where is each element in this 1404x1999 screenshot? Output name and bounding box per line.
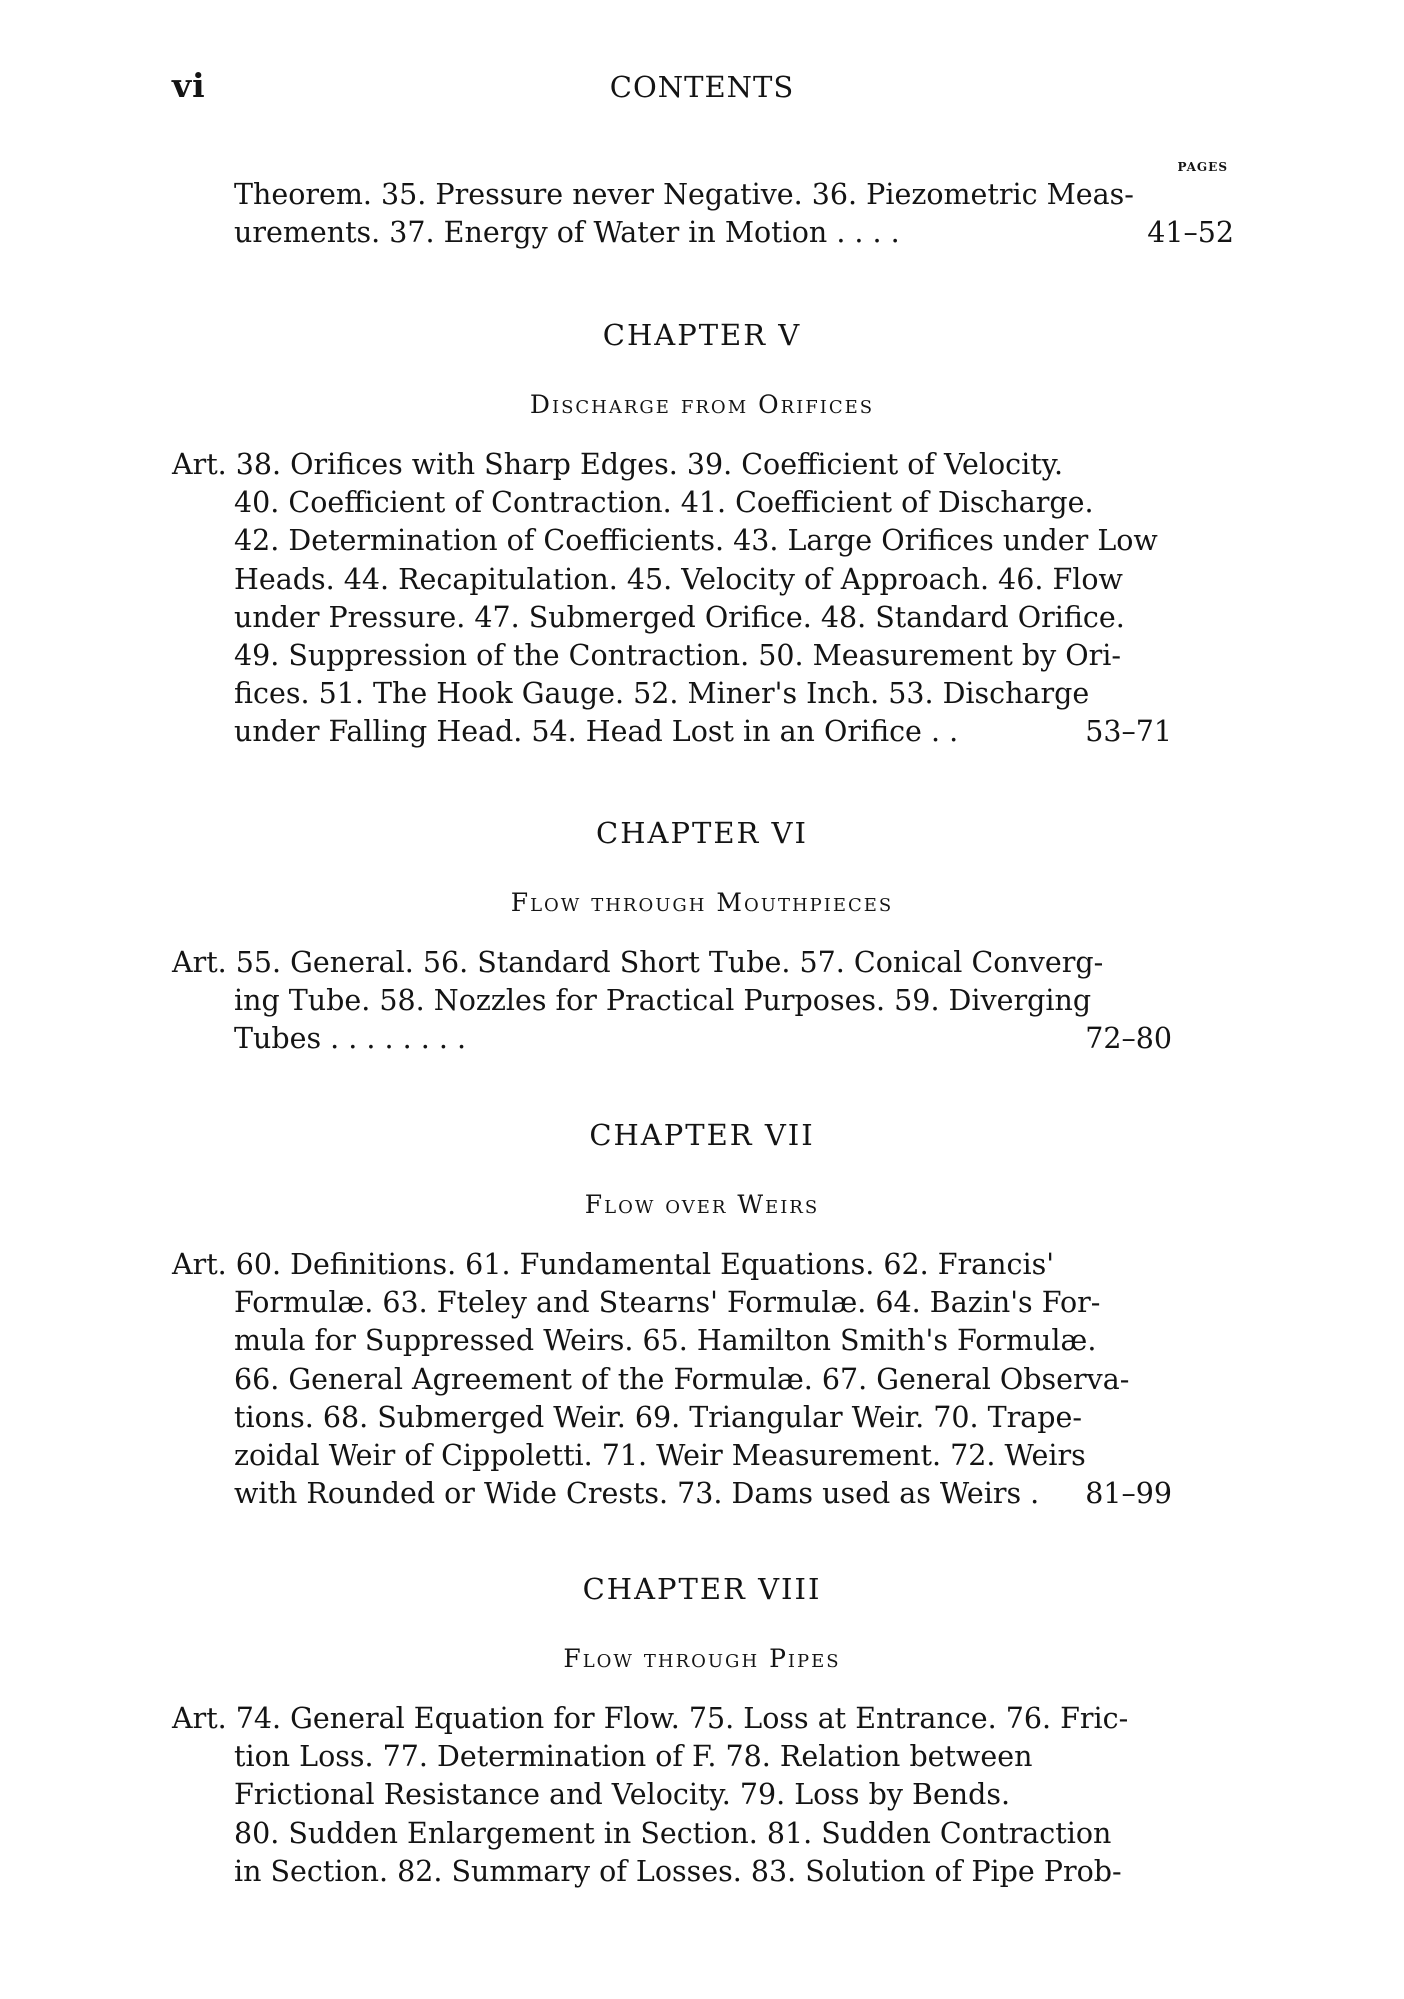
toc-line-text: zoidal Weir of Cippoletti. 71. Weir Measurement. 72. Weirs — [234, 1438, 1086, 1472]
toc-line — [172, 1399, 1172, 1437]
toc-line — [172, 1700, 1172, 1738]
toc-line — [172, 522, 1172, 560]
toc-line-text: under Pressure. 47. Submerged Orifice. 48. Standard Orifice. — [234, 600, 1125, 634]
toc-line — [172, 1361, 1172, 1399]
toc-line-text: 42. Determination of Coefficients. 43. Large Orifices under Low — [234, 524, 1158, 558]
toc-line-text: 66. General Agreement of the Formulæ. 67. General Observa- — [234, 1362, 1130, 1396]
toc-line-text: 49. Suppression of the Contraction. 50. Measurement by Ori- — [234, 638, 1122, 672]
toc-line — [172, 1853, 1172, 1891]
toc-line — [172, 675, 1172, 713]
chapter-heading: CHAPTER VI — [596, 816, 808, 850]
chapter-subtitle: Flow through Pipes — [563, 1644, 841, 1673]
page-number: vi — [172, 66, 206, 105]
toc-line — [172, 1284, 1172, 1322]
toc-line-text: Heads. 44. Recapitulation. 45. Velocity of Approach. 46. Flow — [234, 562, 1123, 596]
toc-line — [172, 637, 1172, 675]
toc-line-text: 40. Coefficient of Contraction. 41. Coefficient of Discharge. — [234, 486, 1094, 520]
chapter-subtitle: Discharge from Orifices — [529, 390, 875, 419]
toc-line-text: tion Loss. 77. Determination of F. 78. Relation between — [234, 1740, 1033, 1774]
page-title: CONTENTS — [609, 70, 795, 104]
toc-line-text: Art. 55. General. 56. Standard Short Tube. 57. Conical Converg- — [172, 946, 1104, 979]
chapter-subtitle: Flow through Mouthpieces — [510, 888, 894, 917]
toc-line — [172, 1437, 1172, 1475]
page-range: 41–52 — [1147, 216, 1234, 250]
toc-line — [172, 446, 1172, 484]
toc-line-text: with Rounded or Wide Crests. 73. Dams used as Weirs . — [234, 1477, 1040, 1511]
toc-line-text: Art. 60. Definitions. 61. Fundamental Equations. 62. Francis' — [172, 1248, 1055, 1281]
toc-line-text: urements. 37. Energy of Water in Motion . . . . — [234, 216, 900, 250]
chapter-subtitle: Flow over Weirs — [584, 1190, 820, 1219]
page-range: 53–71 — [1085, 715, 1172, 749]
toc-line-text: Theorem. 35. Pressure never Negative. 36. Piezometric Meas- — [234, 178, 1134, 211]
toc-line — [234, 214, 1234, 252]
toc-line — [234, 176, 1234, 214]
chapter-entry — [172, 446, 1172, 752]
toc-line — [172, 484, 1172, 522]
page-range: 81–99 — [1085, 1477, 1172, 1511]
toc-line-text: Art. 74. General Equation for Flow. 75. Loss at Entrance. 76. Fric- — [172, 1702, 1129, 1735]
chapter-entry — [172, 1700, 1172, 1891]
intro-entry — [234, 176, 1234, 252]
toc-line-text: mula for Suppressed Weirs. 65. Hamilton Smith's Formulæ. — [234, 1324, 1097, 1358]
toc-line — [172, 1776, 1172, 1814]
toc-line-text: Art. 38. Orifices with Sharp Edges. 39. Coefficient of Velocity. — [172, 448, 1064, 481]
toc-line — [172, 1322, 1172, 1360]
toc-line — [172, 561, 1172, 599]
toc-line — [172, 1246, 1172, 1284]
chapter-heading: CHAPTER V — [602, 318, 802, 352]
toc-line-text: tions. 68. Submerged Weir. 69. Triangular Weir. 70. Trape- — [234, 1400, 1083, 1434]
chapter-heading: CHAPTER VIII — [582, 1572, 822, 1606]
chapter-entry — [172, 1246, 1172, 1513]
toc-line — [172, 599, 1172, 637]
toc-line — [172, 1815, 1172, 1853]
toc-line-text: 80. Sudden Enlargement in Section. 81. Sudden Contraction — [234, 1816, 1112, 1850]
toc-line-text: ing Tube. 58. Nozzles for Practical Purposes. 59. Diverging — [234, 984, 1092, 1018]
toc-line-text: Frictional Resistance and Velocity. 79. Loss by Bends. — [234, 1778, 1011, 1812]
toc-line — [172, 982, 1172, 1020]
toc-line — [172, 1738, 1172, 1776]
page-range: 72–80 — [1085, 1022, 1172, 1056]
toc-line — [172, 944, 1172, 982]
chapter-heading: CHAPTER VII — [589, 1118, 815, 1152]
toc-line — [172, 1475, 1172, 1513]
pages-column-label: PAGES — [1177, 160, 1228, 174]
toc-line — [172, 1020, 1172, 1058]
toc-line-text: fices. 51. The Hook Gauge. 52. Miner's Inch. 53. Discharge — [234, 677, 1090, 711]
toc-line-text: Formulæ. 63. Fteley and Stearns' Formulæ. 64. Bazin's For- — [234, 1286, 1101, 1320]
toc-line-text: Tubes . . . . . . . . — [234, 1022, 467, 1056]
toc-line — [172, 713, 1172, 751]
toc-line-text: under Falling Head. 54. Head Lost in an Orifice . . — [234, 715, 959, 749]
chapter-entry — [172, 944, 1172, 1059]
toc-line-text: in Section. 82. Summary of Losses. 83. Solution of Pipe Prob- — [234, 1854, 1122, 1888]
